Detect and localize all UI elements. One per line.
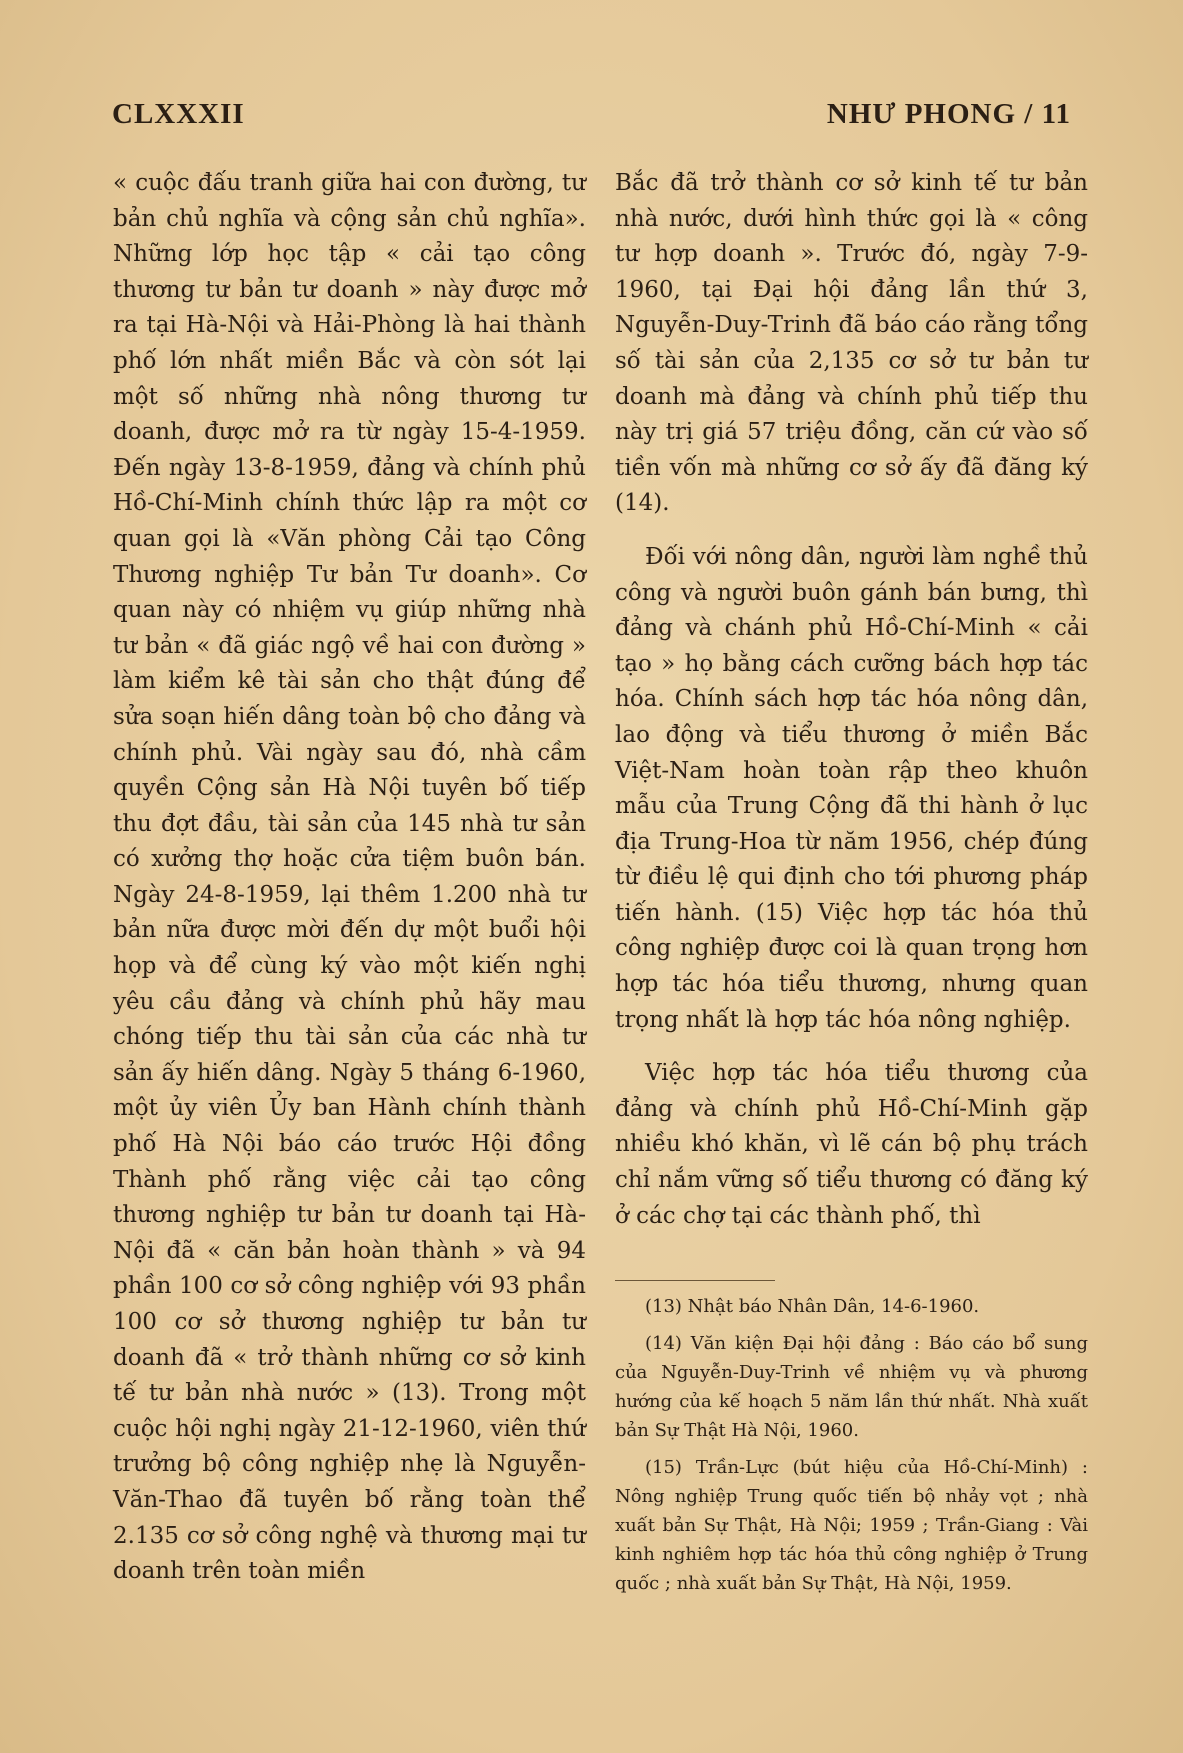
running-header xyxy=(112,98,1071,138)
paragraph: « cuộc đấu tranh giữa hai con đường, tư bản chủ nghĩa và cộng sản chủ nghĩa». Những lớp học tập « cải tạo công thương tư bản tư doanh » này được mở ra tại Hà-Nội và Hải-Phòng là hai thành phố lớn nhất miền Bắc và còn sót lại một số những nhà nông thương tư doanh, được mở ra từ ngày 15-4-1959. Đến ngày 13-8-1959, đảng và chính phủ Hồ-Chí-Minh chính thức lập ra một cơ quan gọi là «Văn phòng Cải tạo Công Thương nghiệp Tư bản Tư doanh». Cơ quan này có nhiệm vụ giúp những nhà tư bản « đã giác ngộ về hai con đường » làm kiểm kê tài sản cho thật đúng để sửa soạn hiến dâng toàn bộ cho đảng và chính phủ. Vài ngày sau đó, nhà cầm quyền Cộng sản Hà Nội tuyên bố tiếp thu đợt đầu, tài sản của 145 nhà tư sản có xưởng thợ hoặc cửa tiệm buôn bán. Ngày 24-8-1959, lại thêm 1.200 nhà tư bản nữa được mời đến dự một buổi hội họp và để cùng ký vào một kiến nghị yêu cầu đảng và chính phủ hãy mau chóng tiếp thu tài sản của các nhà tư sản ấy hiến dâng. Ngày 5 tháng 6-1960, một ủy viên Ủy ban Hành chính thành phố Hà Nội báo cáo trước Hội đồng Thành phố rằng việc cải tạo công thương nghiệp tư bản tư doanh tại Hà-Nội đã « căn bản hoàn thành » và 94 phần 100 cơ sở công nghiệp với 93 phần 100 cơ sở thương nghiệp tư bản tư doanh đã « trở thành những cơ sở kinh tế tư bản nhà nước » (13). Trong một cuộc hội nghị ngày 21-12-1960, viên thứ trưởng bộ công nghiệp nhẹ là Nguyễn-Văn-Thao đã tuyên bố rằng toàn thể 2.135 cơ sở công nghệ và thương mại tư doanh trên toàn miền xyxy=(113,170,586,1585)
footnote-15: (15) Trần-Lực (bút hiệu của Hồ-Chí-Minh) : Nông nghiệp Trung quốc tiến bộ nhảy vọt ; nhà xuất bản Sự Thật, Hà Nội; 1959 ; Trần-Giang : Vài kinh nghiêm hợp tác hóa thủ công nghiệp ở Trung quốc ; nhà xuất bản Sự Thật, Hà Nội, 1959. xyxy=(615,1457,1088,1594)
footnote-divider xyxy=(615,1280,775,1281)
footnote-13: (13) Nhật báo Nhân Dân, 14-6-1960. xyxy=(645,1296,980,1317)
paragraph: Việc hợp tác hóa tiểu thương của đảng và chính phủ Hồ-Chí-Minh gặp nhiều khó khăn, vì lẽ cán bộ phụ trách chỉ nắm vững số tiểu thương có đăng ký ở các chợ tại các thành phố, thì xyxy=(615,1060,1088,1229)
paragraph: Bắc đã trở thành cơ sở kinh tế tư bản nhà nước, dưới hình thức gọi là « công tư hợp doanh ». Trước đó, ngày 7-9-1960, tại Đại hội đảng lần thứ 3, Nguyễn-Duy-Trinh đã báo cáo rằng tổng số tài sản của 2,135 cơ sở tư bản tư doanh mà đảng và chính phủ tiếp thu này trị giá 57 triệu đồng, căn cứ vào số tiền vốn mà những cơ sở ấy đã đăng ký (14). xyxy=(615,170,1088,517)
author-page-number: NHƯ PHONG / 11 xyxy=(826,98,1071,130)
paragraph: Đối với nông dân, người làm nghề thủ công và người buôn gánh bán bưng, thì đảng và chánh phủ Hồ-Chí-Minh « cải tạo » họ bằng cách cưỡng bách hợp tác hóa. Chính sách hợp tác hóa nông dân, lao động và tiểu thương ở miền Bắc Việt-Nam hoàn toàn rập theo khuôn mẫu của Trung Cộng đã thi hành ở lục địa Trung-Hoa từ năm 1956, chép đúng từ điều lệ qui định cho tới phương pháp tiến hành. (15) Việc hợp tác hóa thủ công nghiệp được coi là quan trọng hơn hợp tác hóa tiểu thương, nhưng quan trọng nhất là hợp tác hóa nông nghiệp. xyxy=(615,543,1088,1033)
footnote-14: (14) Văn kiện Đại hội đảng : Báo cáo bổ sung của Nguyễn-Duy-Trinh về nhiệm vụ và phương hướng của kế hoạch 5 năm lần thứ nhất. Nhà xuất bản Sự Thật Hà Nội, 1960. xyxy=(615,1333,1088,1441)
page-section-label: CLXXXII xyxy=(112,98,245,130)
right-column xyxy=(615,166,1088,1234)
footnotes xyxy=(615,1292,1088,1606)
left-column xyxy=(113,166,586,1590)
